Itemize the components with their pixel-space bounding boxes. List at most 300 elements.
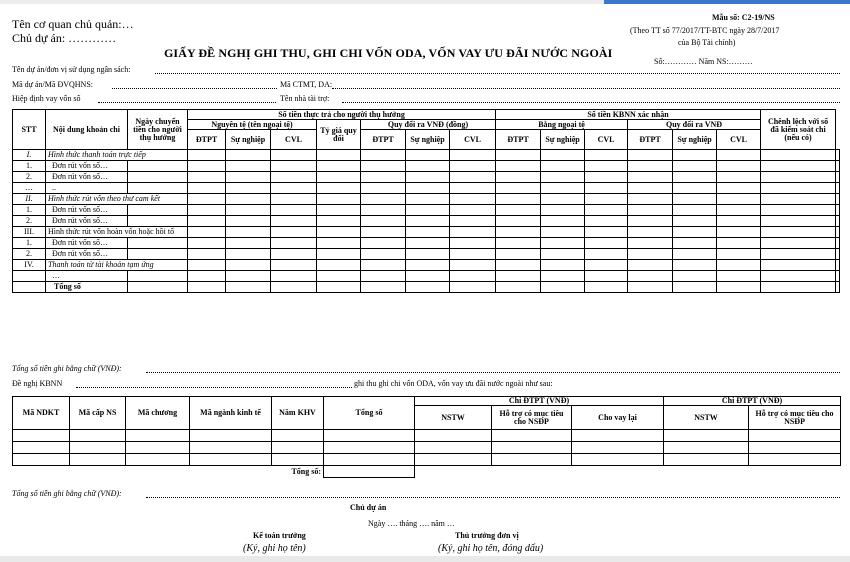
row-stt: 2. [13,172,46,183]
table-cell [271,194,317,205]
table-cell [664,466,749,478]
table-cell [541,227,585,238]
table-cell [188,249,226,260]
table-cell [664,430,749,442]
table-cell [628,282,673,293]
col-group-fx: Bằng ngoại tệ [496,120,628,130]
head-title: Thủ trưởng đơn vị [455,531,519,540]
table-cell [717,172,761,183]
table-cell [317,216,361,227]
table-cell [271,183,317,194]
table-cell [761,216,836,227]
row-label: Đơn rút vốn số… [46,172,128,183]
table-cell [450,238,496,249]
table-cell [836,282,840,293]
table-cell [450,183,496,194]
table-cell [226,194,271,205]
table-cell [541,161,585,172]
table-cell [128,238,188,249]
table-cell [190,442,272,454]
table-cell [628,161,673,172]
row-stt: 1. [13,205,46,216]
table-cell [406,238,450,249]
col-khv: Năm KHV [272,397,324,430]
col-nganh: Mã ngành kinh tế [190,397,272,430]
table-cell [628,150,673,161]
project-code-line [112,88,277,89]
table-cell [761,183,836,194]
table-cell [188,150,226,161]
table-cell [128,249,188,260]
table-cell [717,150,761,161]
table-cell [761,238,836,249]
table-cell [361,238,406,249]
table-cell [749,454,841,466]
table-cell [628,238,673,249]
table-row [13,216,840,227]
ctmt-line [332,88,840,89]
table-cell [585,183,628,194]
table-cell [188,205,226,216]
table-cell [761,227,836,238]
circular-ref: (Theo TT số 77/2017/TT-BTC ngày 28/7/2017 [630,26,780,35]
table-cell [496,172,541,183]
table-cell [317,205,361,216]
table-cell [717,194,761,205]
table-cell [496,260,541,271]
table-cell [496,150,541,161]
table-cell [673,271,717,282]
col-group-vnd2: Quy đổi ra VNĐ [628,120,761,130]
col-sub-cvl: CVL [585,130,628,150]
table-cell [541,216,585,227]
table-cell [317,260,361,271]
row-label: Đơn rút vốn số… [46,238,128,249]
table-cell [450,227,496,238]
table-cell [188,282,226,293]
table-row [13,150,840,161]
col-sub-cvl: CVL [717,130,761,150]
table-row [13,260,840,271]
table-cell [361,150,406,161]
table-cell [415,466,492,478]
table-cell [70,454,126,466]
col-sub-cvl: CVL [450,130,496,150]
table-cell [496,249,541,260]
table-cell [664,442,749,454]
table-cell [361,227,406,238]
table-cell [226,260,271,271]
table-cell [271,282,317,293]
amount-in-words-line [146,372,840,373]
table-cell [717,216,761,227]
table-cell [317,227,361,238]
table-cell [541,183,585,194]
table-cell [188,227,226,238]
row-label: .. [46,183,128,194]
row-stt: 1. [13,238,46,249]
table-cell [126,430,190,442]
form-number: Mẫu số: C2-19/NS [712,13,775,22]
col-ndkt: Mã NDKT [13,397,70,430]
row-stt: 2. [13,216,46,227]
col-sub-dtpt: ĐTPT [628,130,673,150]
table-cell [836,260,840,271]
table-cell [717,260,761,271]
amount-in-words-line-2 [146,497,840,498]
table-cell [128,161,188,172]
table-cell [317,172,361,183]
table-cell [450,194,496,205]
table-cell [317,238,361,249]
table-cell [415,454,492,466]
table-cell [128,205,188,216]
table-row [13,454,841,466]
table-row [13,183,840,194]
table-cell [585,205,628,216]
table-cell [406,161,450,172]
table-cell [496,183,541,194]
table-cell [128,271,188,282]
table-cell [406,249,450,260]
table-cell [572,466,664,478]
col-sub-sunghiep: Sự nghiệp [673,130,717,150]
table-cell [761,282,836,293]
agency-label: Tên cơ quan chủ quản:… [12,17,134,31]
table-cell [673,194,717,205]
table-cell [496,271,541,282]
col-sub-cvl: CVL [271,130,317,150]
table-cell [541,150,585,161]
row-label: Tổng số [46,282,128,293]
table-cell [628,260,673,271]
table-cell [70,430,126,442]
table-row [13,161,840,172]
row-label: Đơn rút vốn số… [46,249,128,260]
table-cell [673,172,717,183]
col-sub-sunghiep: Sự nghiệp [406,130,450,150]
table-cell [271,238,317,249]
table-cell [317,183,361,194]
doc-number: Số:………… Năm NS:……… [654,57,753,66]
table-cell [496,194,541,205]
table-cell [271,227,317,238]
row-stt: I. [13,150,46,161]
table-cell [836,216,840,227]
table-cell [13,442,70,454]
table-cell [226,271,271,282]
row-stt: 1. [13,161,46,172]
table-cell [226,216,271,227]
table-cell [126,442,190,454]
table-cell [406,216,450,227]
table-cell [761,260,836,271]
table-cell [761,194,836,205]
table-cell [673,282,717,293]
table-cell [450,172,496,183]
table-cell [628,249,673,260]
document-page [0,4,850,556]
table-cell [541,271,585,282]
table-cell [628,172,673,183]
row-label: … [46,271,128,282]
table-cell [717,161,761,172]
row-label: Hình thức rút vốn theo thư cam kết [46,194,188,205]
project-code-label: Mã dự án/Mã ĐVQHNS: [12,80,93,89]
col-relend: Cho vay lại [572,406,664,430]
table-row [13,238,840,249]
table-cell [406,194,450,205]
table-cell [126,454,190,466]
table-cell [324,442,415,454]
table-cell [628,194,673,205]
table-cell [361,172,406,183]
col-cap-ns: Mã cấp NS [70,397,126,430]
table-cell [836,161,840,172]
table-cell [541,194,585,205]
table-cell [450,150,496,161]
col-group-paid: Số tiền thực trả cho người thụ hưởng [188,110,496,120]
col-chuong: Mã chương [126,397,190,430]
table-cell [492,442,572,454]
table-cell [361,260,406,271]
total-value [324,466,415,478]
table-cell [673,238,717,249]
table-cell [450,216,496,227]
table-cell [317,249,361,260]
row-stt: II. [13,194,46,205]
table-cell [492,454,572,466]
table-row [13,194,840,205]
table-cell [188,216,226,227]
table-cell [450,205,496,216]
request-suffix: ghi thu ghi chi vốn ODA, vốn vay ưu đãi nước ngoài như sau: [354,379,553,388]
table-cell [317,161,361,172]
table-cell [749,442,841,454]
table-cell [496,216,541,227]
row-label: Thanh toán từ tài khoản tạm ứng [46,260,188,271]
row-stt [13,282,46,293]
table-cell [361,161,406,172]
table-cell [541,282,585,293]
table-cell [317,282,361,293]
budget-code-table [12,396,841,478]
table-cell [226,161,271,172]
row-stt: III. [13,227,46,238]
table-cell [836,194,840,205]
table-cell [585,172,628,183]
table-cell [749,466,841,478]
table-cell [450,271,496,282]
table-cell [836,227,840,238]
table-cell [271,249,317,260]
table-cell [572,430,664,442]
table-cell [70,442,126,454]
table-cell [271,161,317,172]
col-sub-sunghiep: Sự nghiệp [226,130,271,150]
table-cell [128,282,188,293]
col-group-kbnn: Số tiền KBNN xác nhận [496,110,761,120]
project-unit-line [155,73,840,74]
amount-in-words-label: Tổng số tiền ghi bằng chữ (VNĐ): [12,364,122,373]
table-cell [226,238,271,249]
table-cell [496,161,541,172]
table-cell [749,430,841,442]
table-cell [717,183,761,194]
table-row [13,172,840,183]
table-cell [673,260,717,271]
table-cell [272,454,324,466]
table-cell [450,260,496,271]
table-cell [450,249,496,260]
table-cell [271,216,317,227]
table-cell [664,454,749,466]
table-cell [836,150,840,161]
table-cell [585,150,628,161]
table-cell [361,271,406,282]
table-cell [761,249,836,260]
table-cell [188,161,226,172]
table-cell [541,172,585,183]
col-group-dtpt-2: Chi ĐTPT (VNĐ) [664,397,841,406]
table-cell [361,183,406,194]
ministry-ref: của Bộ Tài chính) [678,38,736,47]
table-cell [317,150,361,161]
table-cell [317,271,361,282]
table-cell [406,260,450,271]
table-cell [406,183,450,194]
col-difference: Chênh lệch với số đã kiểm soát chi (nếu có) [761,110,836,150]
col-rate: Tỷ giá quy đổi [317,120,361,150]
table-cell [188,183,226,194]
table-cell [717,249,761,260]
table-cell [361,205,406,216]
table-cell [585,227,628,238]
table-cell [585,249,628,260]
table-cell [628,227,673,238]
table-row [13,442,841,454]
table-cell [673,249,717,260]
table-cell [585,282,628,293]
table-cell [128,216,188,227]
ctmt-label: Mã CTMT, DA: [280,80,333,89]
row-label: Hình thức thanh toán trực tiếp [46,150,188,161]
table-cell [406,150,450,161]
table-cell [541,260,585,271]
table-cell [496,238,541,249]
col-sub-dtpt: ĐTPT [361,130,406,150]
table-cell [585,216,628,227]
table-row [13,205,840,216]
table-row [13,430,841,442]
table-row [13,249,840,260]
table-cell [226,249,271,260]
table-cell [226,150,271,161]
owner-signature-title: Chủ dự án [350,503,387,512]
page-title: GIẤY ĐỀ NGHỊ GHI THU, GHI CHI VỐN ODA, VỐN VAY ƯU ĐÃI NƯỚC NGOÀI [164,46,613,60]
table-cell [541,205,585,216]
owner-label: Chủ dự án: ………… [12,31,117,45]
row-stt: IV. [13,260,46,271]
table-cell [673,161,717,172]
table-cell [761,172,836,183]
agreement-line [98,102,276,103]
row-stt [13,271,46,282]
table-cell [406,271,450,282]
table-cell [492,430,572,442]
col-total: Tổng số [324,397,415,430]
table-cell [673,183,717,194]
table-cell [761,150,836,161]
table-cell [271,271,317,282]
table-cell [673,216,717,227]
col-nstw: NSTW [664,406,749,430]
table-cell [717,205,761,216]
request-line [76,387,352,388]
table-cell [541,249,585,260]
table-cell [496,227,541,238]
col-support: Hỗ trợ có mục tiêu cho NSĐP [492,406,572,430]
table-row [13,227,840,238]
table-cell [628,205,673,216]
table-cell [496,205,541,216]
table-cell [585,194,628,205]
table-cell [836,172,840,183]
table-cell [271,150,317,161]
table-cell [226,183,271,194]
table-cell [673,205,717,216]
table-cell [188,194,226,205]
table-cell [717,227,761,238]
table-cell [271,205,317,216]
sponsor-label: Tên nhà tài trợ: [280,94,330,103]
table-cell [128,183,188,194]
row-label: Đơn rút vốn số… [46,161,128,172]
table-cell [717,238,761,249]
table-cell [628,183,673,194]
amount-in-words-label-2: Tổng số tiền ghi bằng chữ (VNĐ): [12,489,122,498]
col-content: Nội dung khoản chi [46,110,128,150]
table-cell [406,282,450,293]
table-cell [836,249,840,260]
table-cell [836,238,840,249]
table-cell [496,282,541,293]
col-nstw: NSTW [415,406,492,430]
accountant-note: (Ký, ghi họ tên) [243,543,306,554]
sign-date: Ngày …. tháng …. năm … [368,519,455,528]
total-row [13,466,841,478]
table-cell [585,271,628,282]
table-row [13,282,840,293]
project-unit-label: Tên dự án/đơn vị sử dụng ngân sách: [12,65,131,74]
table-cell [585,260,628,271]
table-cell [406,227,450,238]
table-cell [717,271,761,282]
table-cell [128,172,188,183]
col-support: Hỗ trợ có mục tiêu cho NSĐP [749,406,841,430]
table-cell [188,172,226,183]
table-cell [324,430,415,442]
table-cell [585,238,628,249]
table-cell [317,194,361,205]
table-cell [628,271,673,282]
table-cell [272,430,324,442]
table-cell [272,442,324,454]
col-sub-sunghiep: Sự nghiệp [541,130,585,150]
table-cell [226,172,271,183]
table-cell [717,282,761,293]
row-label: Đơn rút vốn số… [46,216,128,227]
